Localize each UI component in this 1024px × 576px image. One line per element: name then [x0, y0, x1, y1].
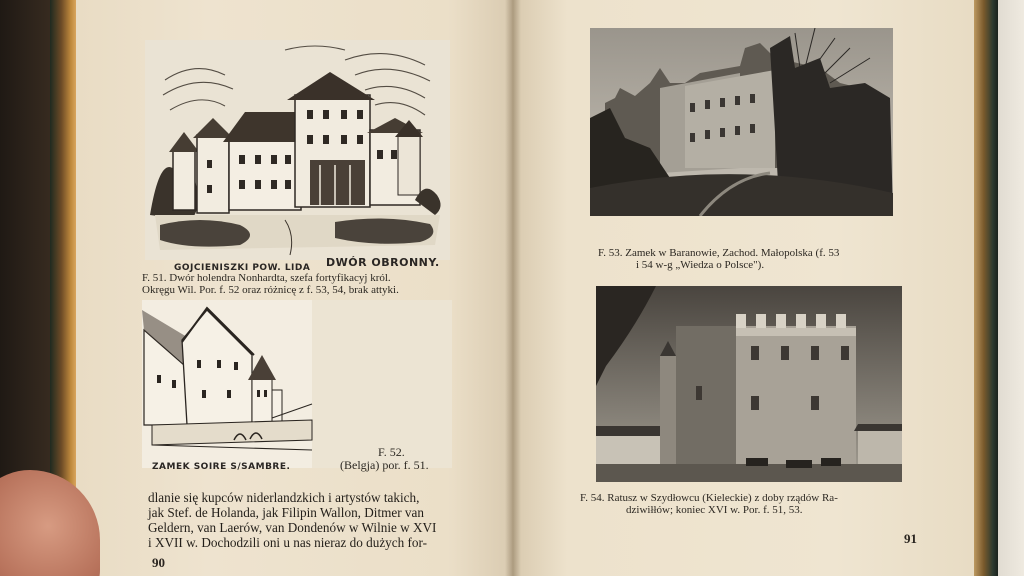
fig51-sketch-label-right: DWÓR OBRONNY.: [326, 256, 440, 269]
body-paragraph: [148, 490, 478, 550]
figure-51-manor-sketch: [145, 40, 450, 260]
body-line: jak Stef. de Holanda, jak Filipin Wallon, Ditmer van: [148, 505, 424, 520]
figure-52-castle-sketch: [142, 300, 452, 468]
fig51-sketch-label-left: GOJCIENISZKI POW. LIDA: [174, 263, 311, 273]
fig53-caption-line2: i 54 w-g „Wiedza o Polsce").: [636, 259, 765, 271]
page-number-right: 91: [904, 531, 917, 546]
fig53-caption-line1: F. 53. Zamek w Baranowie, Zachod. Małopolska (f. 53: [598, 247, 840, 259]
figure-54-szydlowiec-town-hall-photo: [596, 286, 902, 482]
body-line: Geldern, van Laerów, van Dondenów w Wilnie w XVI: [148, 520, 437, 535]
body-line: dlanie się kupców niderlandzkich i artystów takich,: [148, 490, 420, 505]
fig51-caption-line1: F. 51. Dwór holendra Nonhardta, szefa fortyfikacyj król.: [142, 272, 391, 284]
body-line: i XVII w. Dochodzili oni u nas nieraz do dużych for-: [148, 535, 428, 550]
page-number-left: 90: [152, 555, 165, 570]
fig54-caption-line2: dziwiłłów; koniec XVI w. Por. f. 51, 53.: [626, 504, 803, 516]
book-cover-edge-right: [972, 0, 998, 576]
fig51-caption-line2: Okręgu Wil. Por. f. 52 oraz różnicę z f. 53, 54, brak attyki.: [142, 284, 399, 296]
book-gutter: [505, 0, 521, 576]
fig52-caption-line1: F. 52.: [378, 445, 405, 459]
fig54-caption-line1: F. 54. Ratusz w Szydłowcu (Kieleckie) z doby rządów Ra-: [580, 492, 838, 504]
figure-53-baranow-castle-photo: [590, 28, 893, 216]
fig52-caption-line2: (Belgja) por. f. 51.: [340, 458, 429, 472]
fig52-sketch-label: ZAMEK SOIRE S/SAMBRE.: [152, 462, 291, 472]
